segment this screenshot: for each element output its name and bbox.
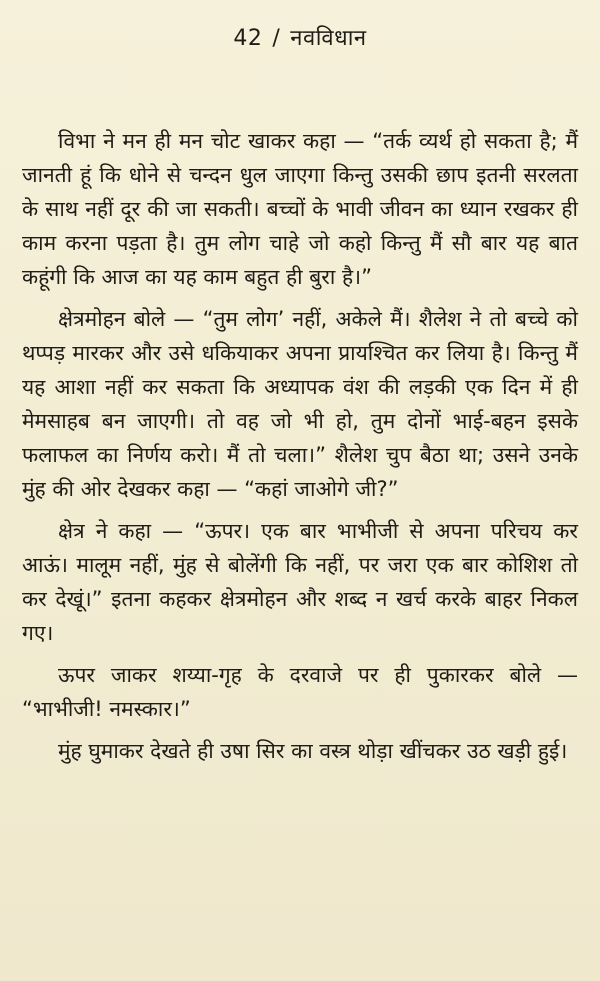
page-header xyxy=(0,22,600,52)
page-body xyxy=(22,124,578,768)
paragraph-4: ऊपर जाकर शय्या-गृह के दरवाजे पर ही पुकारकर बोले — “भाभीजी! नमस्कार।” xyxy=(22,663,578,721)
paragraph-1: विभा ने मन ही मन चोट खाकर कहा — “तर्क व्यर्थ हो सकता है; मैं जानती हूं कि धोने से चन्दन धुल जाएगा किन्तु उसकी छाप इतनी सरलता के साथ नहीं दूर की जा सकती। बच्चों के भावी जीवन का ध्यान रखकर ही काम करना पड़ता है। तुम लोग चाहे जो कहो किन्तु मैं सौ बार यह बात कहूंगी कि आज का यह काम बहुत ही बुरा है।” xyxy=(22,129,578,289)
page-number: 42 xyxy=(233,26,263,51)
paragraph-5: मुंह घुमाकर देखते ही उषा सिर का वस्त्र थोड़ा खींचकर उठ खड़ी हुई। xyxy=(58,739,568,763)
paragraph-2: क्षेत्रमोहन बोले — “तुम लोग’ नहीं, अकेले मैं। शैलेश ने तो बच्चे को थप्पड़ मारकर और उसे धकियाकर अपना प्रायश्चित कर लिया है। किन्तु मैं यह आशा नहीं कर सकता कि अध्यापक वंश की लड़की एक दिन में ही मेमसाहब बन जाएगी। तो वह जो भी हो, तुम दोनों भाई-बहन इसके फलाफल का निर्णय करो। मैं तो चला।” शैलेश चुप बैठा था; उसने उनके मुंह की ओर देखकर कहा — “कहां जाओगे जी?” xyxy=(22,307,578,501)
paragraph-3: क्षेत्र ने कहा — “ऊपर। एक बार भाभीजी से अपना परिचय कर आऊं। मालूम नहीं, मुंह से बोलेंगी कि नहीं, पर जरा एक बार कोशिश तो कर देखूं।” इतना कहकर क्षेत्रमोहन और शब्द न खर्च करके बाहर निकल गए। xyxy=(22,519,578,645)
header-separator: / xyxy=(272,26,281,51)
book-title: नवविधान xyxy=(290,26,367,51)
